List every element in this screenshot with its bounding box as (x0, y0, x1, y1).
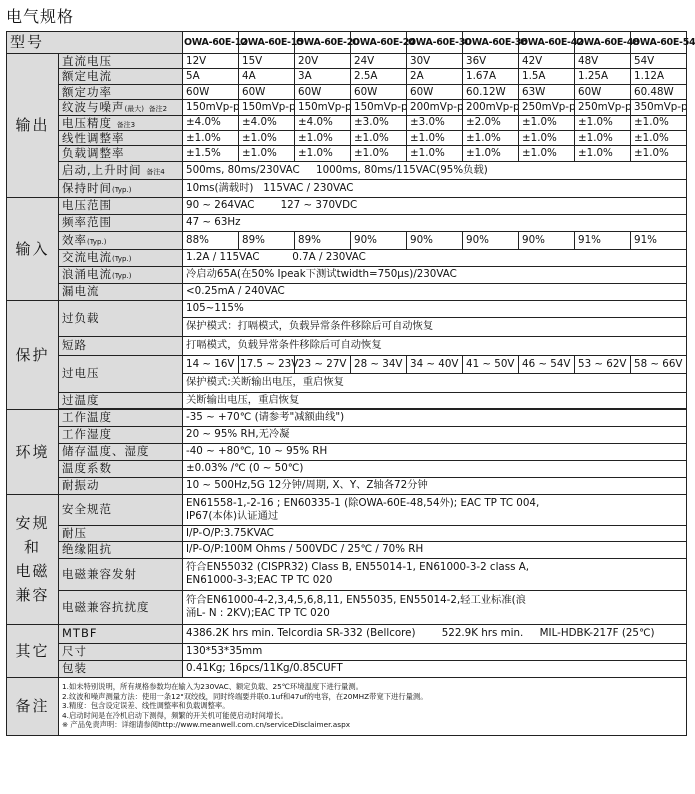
row-label: 额定电流 (59, 69, 183, 84)
cell: ±0.03% /℃ (0 ~ 50℃) (183, 460, 687, 477)
cell: I/P-O/P:100M Ohms / 500VDC / 25℃ / 70% RH (183, 541, 687, 558)
cell: 60.12W (463, 84, 519, 99)
cell: 63W (519, 84, 575, 99)
cell: 5A (183, 69, 239, 84)
cell-line: EN61558-1,-2-16 ; EN60335-1 (除OWA-60E-48,54外); EAC TP TC 004, (186, 496, 540, 509)
row-label (59, 231, 183, 249)
model-name: OWA-60E-42 (519, 32, 575, 54)
model-name: OWA-60E-20 (295, 32, 351, 54)
row-label: 频率范围 (59, 214, 183, 231)
section-others: 其它 (7, 624, 59, 677)
cell: ±1.0% (351, 146, 407, 161)
note-line: 4.启动时间是在冷机启动下测得，频繁的开关机可能使启动时间增长。 (62, 710, 288, 720)
section-protection: 保护 (7, 300, 59, 409)
cell: 1.2A / 115VAC 0.7A / 230VAC (183, 249, 687, 266)
cell: 保护模式：打嗝模式，负载异常条件移除后可自动恢复 (183, 317, 687, 336)
cell: ±1.0% (519, 130, 575, 145)
cell: 1.5A (519, 69, 575, 84)
cell: 3A (295, 69, 351, 84)
row-setup-rise (7, 161, 687, 179)
row-emc-emission (7, 558, 687, 590)
row-label: 线性调整率 (59, 130, 183, 145)
cell: 17.5 ~ 23V (239, 355, 295, 373)
section-output: 输出 (7, 54, 59, 198)
cell: 24V (351, 54, 407, 69)
model-name: OWA-60E-12 (183, 32, 239, 54)
row-label: 安全规范 (59, 494, 183, 525)
row-label: 电磁兼容抗扰度 (59, 590, 183, 624)
row-label (59, 161, 183, 179)
cell: 关断输出电压，重启恢复 (183, 392, 687, 408)
cell: ±4.0% (295, 115, 351, 130)
row-over-voltage (7, 355, 687, 373)
section-environment: 环境 (7, 409, 59, 494)
row-label: 耐压 (59, 525, 183, 541)
cell: 60W (183, 84, 239, 99)
cell: 46 ~ 54V (519, 355, 575, 373)
row-working-temp (7, 409, 687, 426)
cell-line: 符合EN55032 (CISPR32) Class B, EN55014-1, EN61000-3-2 class A, (186, 561, 530, 574)
cell: 200mVp-p (407, 100, 463, 115)
cell: 60W (239, 84, 295, 99)
cell: 90% (519, 231, 575, 249)
section-notes: 备注 (7, 677, 59, 735)
cell-line: 符合EN61000-4-2,3,4,5,6,8,11, EN55035, EN55014-2,轻工业标准(浪 (186, 594, 526, 607)
cell: 冷启动65A(在50% Ipeak下测试twidth=750μs)/230VAC (183, 266, 687, 283)
cell: 2A (407, 69, 463, 84)
model-name: OWA-60E-15 (239, 32, 295, 54)
section-line: 和 (23, 538, 41, 557)
cell: 250mVp-p (519, 100, 575, 115)
cell: 500ms, 80ms/230VAC 1000ms, 80ms/115VAC(95%负载) (183, 161, 687, 179)
row-label (59, 266, 183, 283)
cell-line: 涌L- N : 2KV);EAC TP TC 020 (186, 607, 330, 620)
cell: 10 ~ 500Hz,5G 12分钟/周期, X、Y、Z轴各72分钟 (183, 477, 687, 494)
cell: 90% (407, 231, 463, 249)
cell: <0.25mA / 240VAC (183, 283, 687, 300)
label-text: 启动,上升时间 (62, 162, 142, 177)
row-label: 温度系数 (59, 460, 183, 477)
cell: ±1.0% (183, 130, 239, 145)
cell-line: IP67(本体)认证通过 (186, 509, 279, 522)
cell: 1.67A (463, 69, 519, 84)
cell: 150mVp-p (295, 100, 351, 115)
section-input: 输入 (7, 197, 59, 300)
cell: 10ms(满载时) 115VAC / 230VAC (183, 179, 687, 197)
model-name: OWA-60E-24 (351, 32, 407, 54)
label-sub: (最大) (124, 105, 144, 114)
row-label: 包装 (59, 660, 183, 677)
cell: -40 ~ +80℃, 10 ~ 95% RH (183, 443, 687, 460)
notes-list (59, 677, 687, 735)
cell: ±1.0% (575, 115, 631, 130)
note-line: 1.如未特别说明，所有规格参数均在输入为230VAC、额定负载、25℃环境温度下进行量测。 (62, 682, 363, 692)
cell: 20 ~ 95% RH,无冷凝 (183, 426, 687, 443)
cell: ±1.0% (575, 130, 631, 145)
cell: ±1.0% (575, 146, 631, 161)
row-mtbf (7, 624, 687, 643)
row-rated-power (7, 84, 687, 99)
cell: ±1.0% (407, 146, 463, 161)
row-label: 绝缘阻抗 (59, 541, 183, 558)
row-label: 耐振动 (59, 477, 183, 494)
row-working-humidity (7, 426, 687, 443)
cell: 28 ~ 34V (351, 355, 407, 373)
section-line: 安规 (15, 514, 50, 533)
row-temp-coeff (7, 460, 687, 477)
label-text: 保持时间 (62, 180, 112, 195)
cell: ±1.0% (519, 146, 575, 161)
label-note: 备注3 (116, 120, 136, 129)
cell: 88% (183, 231, 239, 249)
row-label: 电压范围 (59, 197, 183, 214)
row-vibration (7, 477, 687, 494)
row-ac-current (7, 249, 687, 266)
cell: 60W (575, 84, 631, 99)
cell: 4386.2K hrs min. Telcordia SR-332 (Bellcore) 522.9K hrs min. MIL-HDBK-217F (25℃) (183, 624, 687, 643)
cell: ±1.5% (183, 146, 239, 161)
row-dc-voltage (7, 54, 687, 69)
row-safety-standards (7, 494, 687, 525)
cell: 350mVp-p (631, 100, 687, 115)
cell: 打嗝模式，负载异常条件移除后可自动恢复 (183, 336, 687, 355)
cell: ±1.0% (239, 146, 295, 161)
row-packing (7, 660, 687, 677)
row-withstand (7, 525, 687, 541)
cell: 150mVp-p (351, 100, 407, 115)
row-inrush (7, 266, 687, 283)
cell: 1.25A (575, 69, 631, 84)
label-note: 备注4 (146, 167, 165, 176)
cell: 1.12A (631, 69, 687, 84)
header-row (7, 32, 687, 54)
cell: 54V (631, 54, 687, 69)
label-text: 效率 (62, 232, 87, 247)
cell: 保护模式:关断输出电压，重启恢复 (183, 373, 687, 392)
label-text: 交流电流 (62, 250, 112, 265)
label-text: 浪涌电流 (62, 267, 112, 282)
row-leakage (7, 283, 687, 300)
cell: ±1.0% (519, 115, 575, 130)
cell: 200mVp-p (463, 100, 519, 115)
cell: -35 ~ +70℃ (请参考"减额曲线") (183, 409, 687, 426)
row-label: 工作温度 (59, 409, 183, 426)
cell: 150mVp-p (183, 100, 239, 115)
cell: ±4.0% (239, 115, 295, 130)
row-label (59, 100, 183, 115)
cell: ±1.0% (239, 130, 295, 145)
row-efficiency (7, 231, 687, 249)
row-emc-immunity (7, 590, 687, 624)
cell: ±3.0% (407, 115, 463, 130)
cell: 250mVp-p (575, 100, 631, 115)
model-name: OWA-60E-48 (575, 32, 631, 54)
note-line: 2.纹波和噪声测量方法：使用一条12"双绞线，同时终端要并联0.1uf和47uf的电容，在20MHZ带宽下进行量测。 (62, 691, 428, 701)
row-label: 漏电流 (59, 283, 183, 300)
row-label: 直流电压 (59, 54, 183, 69)
note-line: 3.精度：包含设定误差、线性调整率和负载调整率。 (62, 701, 230, 711)
cell: 60W (407, 84, 463, 99)
label-sub: (Typ.) (112, 185, 132, 194)
cell (183, 494, 687, 525)
label-sub: (Typ.) (112, 255, 132, 264)
cell: ±1.0% (463, 146, 519, 161)
cell: 105~115% (183, 300, 687, 317)
cell: 2.5A (351, 69, 407, 84)
cell: ±1.0% (407, 130, 463, 145)
cell: I/P-O/P:3.75KVAC (183, 525, 687, 541)
row-ripple-noise (7, 100, 687, 115)
cell: ±2.0% (463, 115, 519, 130)
cell: 60.48W (631, 84, 687, 99)
row-label (59, 249, 183, 266)
cell (183, 590, 687, 624)
cell: 130*53*35mm (183, 643, 687, 660)
cell: 60W (295, 84, 351, 99)
cell: 12V (183, 54, 239, 69)
label-note: 备注2 (148, 105, 168, 114)
cell: 90% (463, 231, 519, 249)
cell: ±1.0% (295, 130, 351, 145)
page-title: 电气规格 (6, 7, 75, 26)
cell: ±1.0% (351, 130, 407, 145)
row-label: 额定功率 (59, 84, 183, 99)
cell: 4A (239, 69, 295, 84)
cell: ±4.0% (183, 115, 239, 130)
row-voltage-range (7, 197, 687, 214)
cell: 34 ~ 40V (407, 355, 463, 373)
cell: ±1.0% (631, 130, 687, 145)
row-label: 储存温度、湿度 (59, 443, 183, 460)
cell: ±1.0% (463, 130, 519, 145)
row-frequency (7, 214, 687, 231)
cell: 23 ~ 27V (295, 355, 351, 373)
label-sub: (Typ.) (87, 237, 107, 246)
cell: 36V (463, 54, 519, 69)
cell: ±1.0% (631, 115, 687, 130)
row-label: 尺寸 (59, 643, 183, 660)
row-voltage-tolerance (7, 115, 687, 130)
row-dimension (7, 643, 687, 660)
cell: 90 ~ 264VAC 127 ~ 370VDC (183, 197, 687, 214)
cell: 47 ~ 63Hz (183, 214, 687, 231)
cell: ±1.0% (295, 146, 351, 161)
cell: 53 ~ 62V (575, 355, 631, 373)
row-label: 过负载 (59, 300, 183, 336)
section-safety-emc (7, 494, 59, 624)
label-sub: (Typ.) (112, 272, 132, 281)
row-overload (7, 300, 687, 317)
row-load-regulation (7, 146, 687, 161)
cell: 150mVp-p (239, 100, 295, 115)
model-name: OWA-60E-30 (407, 32, 463, 54)
row-label: 短路 (59, 336, 183, 355)
row-rated-current (7, 69, 687, 84)
cell: 90% (351, 231, 407, 249)
model-name: OWA-60E-36 (463, 32, 519, 54)
cell: 41 ~ 50V (463, 355, 519, 373)
cell: 60W (351, 84, 407, 99)
row-label: 过温度 (59, 392, 183, 408)
label-text: 纹波与噪声 (62, 100, 125, 115)
row-notes (7, 677, 687, 735)
cell: 14 ~ 16V (183, 355, 239, 373)
cell: 48V (575, 54, 631, 69)
model-label: 型号 (7, 32, 183, 54)
cell: 30V (407, 54, 463, 69)
row-isolation (7, 541, 687, 558)
label-text: 电压精度 (62, 115, 112, 130)
cell: 89% (239, 231, 295, 249)
cell-line: EN61000-3-3;EAC TP TC 020 (186, 574, 333, 587)
cell: 91% (631, 231, 687, 249)
cell: 91% (575, 231, 631, 249)
row-line-regulation (7, 130, 687, 145)
cell: 58 ~ 66V (631, 355, 687, 373)
row-hold-up (7, 179, 687, 197)
row-label: 负载调整率 (59, 146, 183, 161)
cell: 15V (239, 54, 295, 69)
model-name: OWA-60E-54 (631, 32, 687, 54)
section-line: 兼容 (15, 586, 50, 605)
row-label: 工作湿度 (59, 426, 183, 443)
cell: 20V (295, 54, 351, 69)
cell (183, 558, 687, 590)
row-label (59, 179, 183, 197)
row-storage (7, 443, 687, 460)
row-label (59, 115, 183, 130)
section-line: 电磁 (15, 562, 50, 581)
row-short (7, 336, 687, 355)
row-label: 电磁兼容发射 (59, 558, 183, 590)
row-over-temp (7, 392, 687, 408)
cell: 42V (519, 54, 575, 69)
cell: 0.41Kg; 16pcs/11Kg/0.85CUFT (183, 660, 687, 677)
row-label: 过电压 (59, 355, 183, 392)
note-line: ※ 产品免责声明：详细请参阅http://www.meanwell.com.cn/serviceDisclaimer.aspx (62, 720, 351, 730)
spec-table (6, 31, 695, 736)
cell: 89% (295, 231, 351, 249)
row-label: MTBF (59, 624, 183, 643)
cell: ±3.0% (351, 115, 407, 130)
cell: ±1.0% (631, 146, 687, 161)
